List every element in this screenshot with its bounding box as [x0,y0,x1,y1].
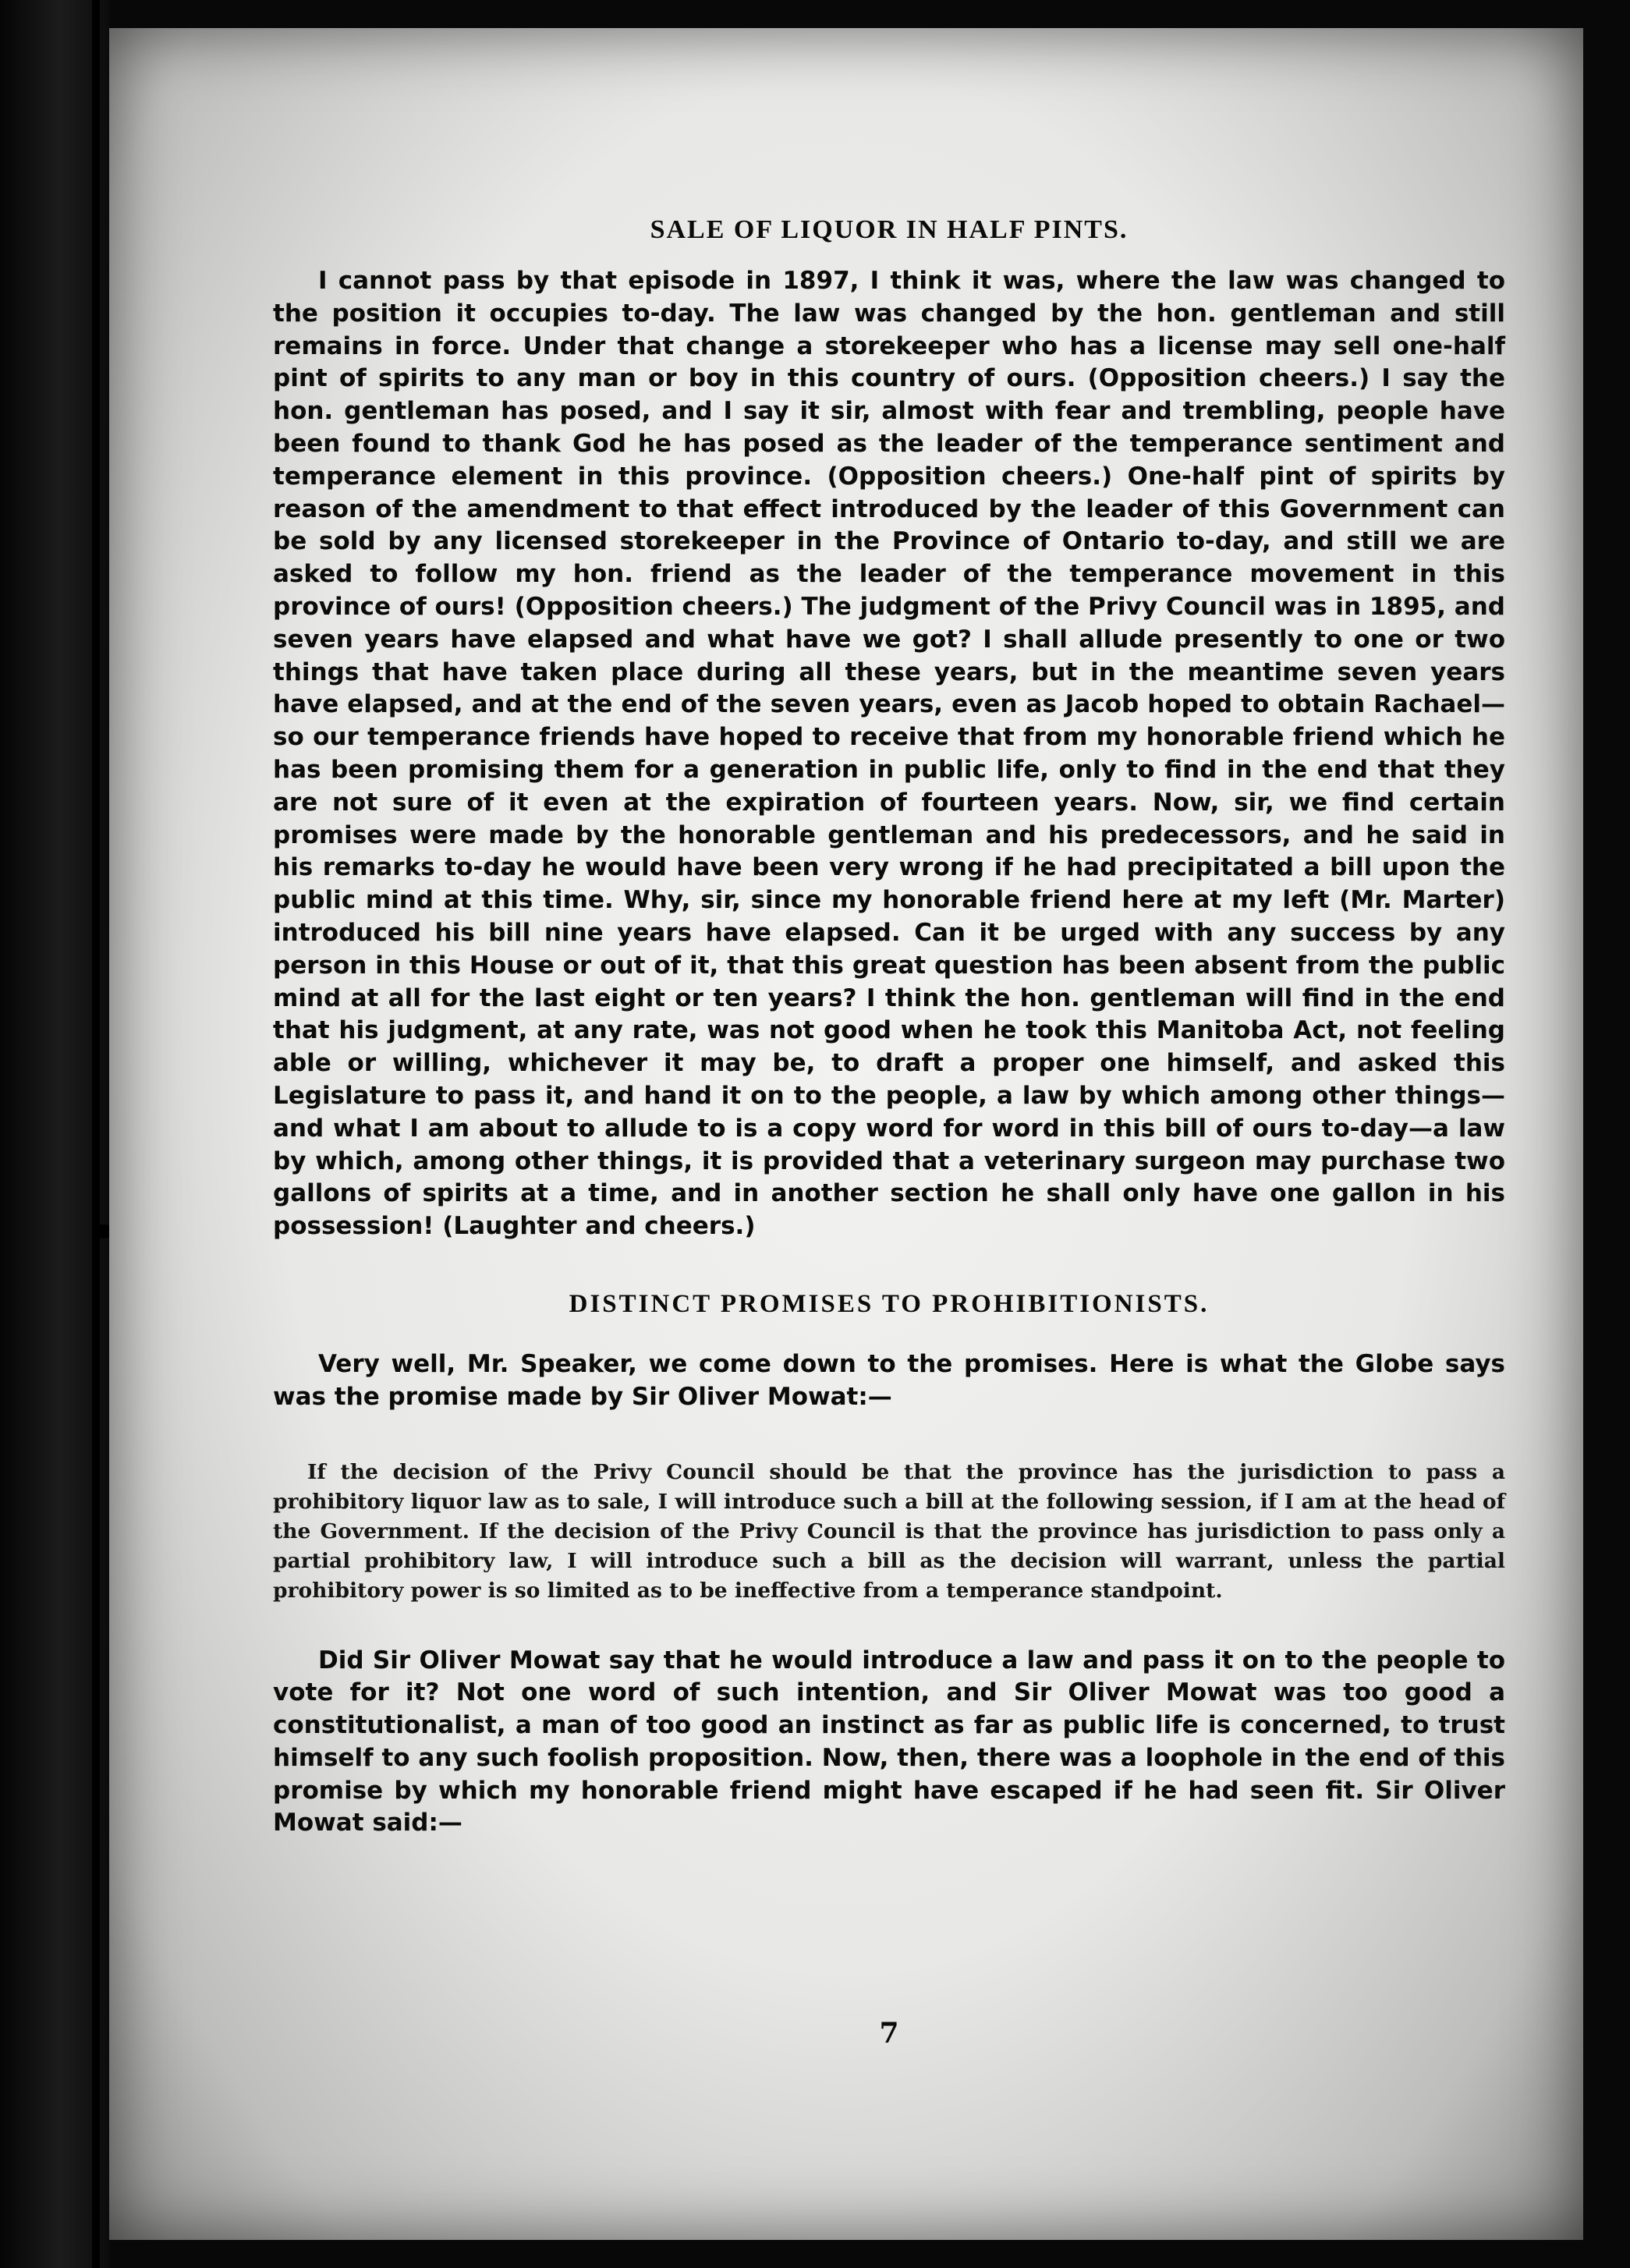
page-content [273,215,1505,2050]
page-number: 7 [879,2017,899,2050]
block-quote: If the decision of the Privy Council should be that the province has the jurisdiction to pass a prohibitory liquor law as to sale, I will introduce such a bill at the following session, if I am at the head of the Government. If the decision of the Privy Council is that the province has jurisdiction to pass only a partial prohibitory law, I will introduce such a bill as the decision will warrant, unless the partial prohibitory power is so limited as to be ineffective from a temperance standpoint. [273,1459,1505,1603]
body-paragraph-1: I cannot pass by that episode in 1897, I think it was, where the law was changed to the position it occupies to-day. The law was changed by the hon. gentleman and still remains in force. Under that change a storekeeper who has a license may sell one-half pint of spirits to any man or boy in this country of ours. (Opposition cheers.) I say the hon. gentleman has posed, and I say it sir, almost with fear and trembling, people have been found to thank God he has posed as the leader of the temperance sentiment and temperance element in this province. (Opposition cheers.) One-half pint of spirits by reason of the amendment to that effect introduced by the leader of this Government can be sold by any licensed storekeeper in the Province of Ontario to-day, and still we are asked to follow my hon. friend as the leader of the temperance movement in this province of ours! (Opposition cheers.) The judgment of the Privy Council was in 1895, and seven years have elapsed and what have we got? I shall allude presently to one or two things that have taken place during all these years, but in the meantime seven years have elapsed, and at the end of the seven years, even as Jacob hoped to obtain Rachael—so our temperance friends have hoped to receive that from my honorable friend which he has been promising them for a generation in public life, only to find in the end that they are not sure of it even at the expiration of fourteen years. Now, sir, we find certain promises were made by the honorable gentleman and his predecessors, and he said in his remarks to-day he would have been very wrong if he had precipitated a bill upon the public mind at this time. Why, sir, since my honorable friend here at my left (Mr. Marter) introduced his bill nine years have elapsed. Can it be urged with any success by any person in this House or out of it, that this great question has been absent from the public mind at all for the last eight or ten years? I think the hon. gentleman will find in the end that his judgment, at any rate, was not good when he took this Manitoba Act, not feeling able or willing, whichever it may be, to draft a proper one himself, and asked this Legislature to pass it, and hand it on to the people, a law by which among other things—and what I am about to allude to is a copy word for word in this bill of ours to-day—a law by which, among other things, it is provided that a veterinary surgeon may purchase two gallons of spirits at a time, and in another section he shall only have one gallon in his possession! (Laughter and cheers.) [273,267,1505,1241]
section-heading-sale-of-liquor: SALE OF LIQUOR IN HALF PINTS. [650,215,1129,244]
binding-fold [92,0,100,2268]
body-paragraph-2: Very well, Mr. Speaker, we come down to the promises. Here is what the Globe says was the promise made by Sir Oliver Mowat:— [273,1349,1505,1411]
section-heading-distinct-promises: DISTINCT PROMISES TO PROHIBITIONISTS. [569,1289,1210,1318]
document-page [109,28,1583,2240]
body-paragraph-3: Did Sir Oliver Mowat say that he would introduce a law and pass it on to the people to vote for it? Not one word of such intention, and Sir Oliver Mowat was too good a constitutionalist, a man of too good an instinct as far as public life is concerned, to trust himself to any such foolish proposition. Now, then, there was a loophole in the end of this promise by which my honorable friend might have escaped if he had seen fit. Sir Oliver Mowat said:— [273,1646,1505,1837]
